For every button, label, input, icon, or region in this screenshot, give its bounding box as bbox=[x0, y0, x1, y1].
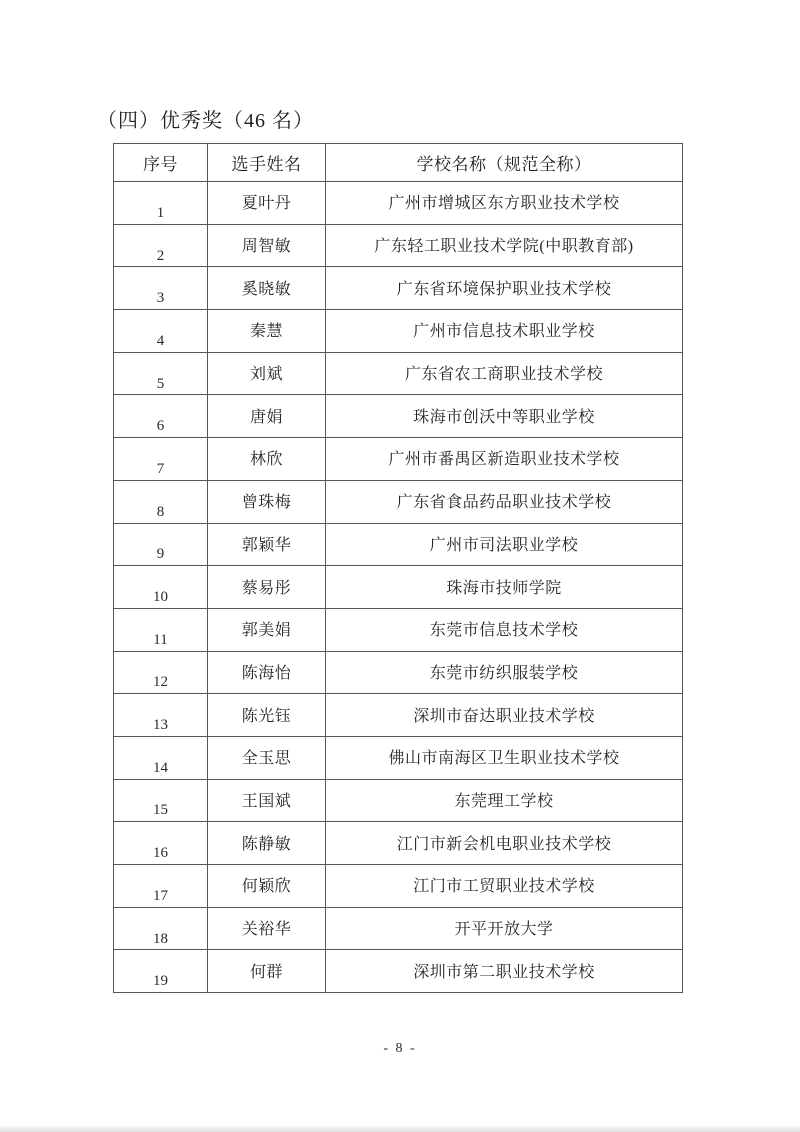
page-number: - 8 - bbox=[383, 1041, 417, 1056]
cell-no bbox=[114, 224, 208, 267]
cell-no-text: 7 bbox=[156, 460, 165, 477]
cell-no-text: 5 bbox=[156, 375, 165, 392]
cell-name bbox=[208, 822, 326, 865]
cell-school-text: 广州市增城区东方职业技术学校 bbox=[388, 195, 620, 213]
section-title: （四）优秀奖（46 名） bbox=[97, 110, 314, 132]
cell-name-text: 何群 bbox=[249, 963, 283, 981]
cell-no-text: 1 bbox=[156, 204, 165, 221]
header-cell-name: 选手姓名 bbox=[208, 144, 326, 182]
cell-no-text: 13 bbox=[153, 717, 168, 734]
cell-no bbox=[114, 694, 208, 737]
cell-school-text: 江门市新会机电职业技术学校 bbox=[396, 835, 612, 853]
cell-no bbox=[114, 310, 208, 353]
cell-school-text: 广东轻工职业技术学院(中职教育部) bbox=[374, 238, 634, 256]
cell-school-text: 广东省农工商职业技术学校 bbox=[404, 366, 603, 384]
cell-name bbox=[208, 907, 326, 950]
header-row bbox=[114, 144, 683, 182]
cell-school-text: 深圳市第二职业技术学校 bbox=[413, 963, 595, 981]
cell-school-text: 广州市司法职业学校 bbox=[429, 536, 579, 554]
cell-school-text: 佛山市南海区卫生职业技术学校 bbox=[388, 750, 620, 768]
cell-school-text: 广东省食品药品职业技术学校 bbox=[396, 494, 612, 512]
table-row bbox=[114, 779, 683, 822]
cell-no-text: 3 bbox=[156, 290, 165, 307]
cell-no-text: 17 bbox=[153, 887, 168, 904]
cell-school bbox=[326, 651, 683, 694]
cell-name bbox=[208, 950, 326, 993]
cell-name-text: 王国斌 bbox=[241, 792, 292, 810]
cell-school bbox=[326, 736, 683, 779]
cell-name-text: 周智敏 bbox=[241, 238, 292, 256]
cell-no bbox=[114, 779, 208, 822]
cell-no bbox=[114, 480, 208, 523]
cell-no bbox=[114, 907, 208, 950]
cell-school-text: 珠海市技师学院 bbox=[446, 579, 562, 597]
cell-no bbox=[114, 608, 208, 651]
cell-name bbox=[208, 267, 326, 310]
cell-school bbox=[326, 310, 683, 353]
cell-name bbox=[208, 694, 326, 737]
cell-name-text: 陈海怡 bbox=[241, 664, 292, 682]
cell-no-text: 18 bbox=[153, 930, 168, 947]
table-body bbox=[114, 182, 683, 993]
table-row bbox=[114, 608, 683, 651]
table-row bbox=[114, 480, 683, 523]
header-cell-no: 序号 bbox=[114, 144, 208, 182]
cell-name bbox=[208, 608, 326, 651]
cell-name-text: 全玉思 bbox=[241, 750, 292, 768]
cell-school bbox=[326, 224, 683, 267]
table-row bbox=[114, 182, 683, 225]
cell-name bbox=[208, 779, 326, 822]
table-header bbox=[114, 144, 683, 182]
cell-name-text: 夏叶丹 bbox=[241, 195, 292, 213]
cell-no-text: 12 bbox=[153, 674, 168, 691]
table-row bbox=[114, 907, 683, 950]
cell-no-text: 15 bbox=[153, 802, 168, 819]
cell-name-text: 陈光钰 bbox=[241, 707, 292, 725]
table-row bbox=[114, 224, 683, 267]
cell-school-text: 广州市番禺区新造职业技术学校 bbox=[388, 451, 620, 469]
cell-school bbox=[326, 438, 683, 481]
cell-school bbox=[326, 566, 683, 609]
table-row bbox=[114, 310, 683, 353]
cell-name-text: 奚晓敏 bbox=[241, 280, 292, 298]
cell-school bbox=[326, 694, 683, 737]
cell-school-text: 东莞理工学校 bbox=[454, 792, 554, 810]
table-row bbox=[114, 865, 683, 908]
cell-name-text: 刘斌 bbox=[249, 366, 283, 384]
cell-name-text: 蔡易彤 bbox=[241, 579, 292, 597]
cell-no bbox=[114, 651, 208, 694]
cell-no-text: 14 bbox=[153, 759, 168, 776]
cell-no-text: 19 bbox=[153, 973, 168, 990]
cell-school bbox=[326, 182, 683, 225]
cell-school-text: 东莞市信息技术学校 bbox=[429, 622, 579, 640]
table-row bbox=[114, 694, 683, 737]
cell-school bbox=[326, 608, 683, 651]
cell-name bbox=[208, 182, 326, 225]
cell-school bbox=[326, 950, 683, 993]
table-row bbox=[114, 566, 683, 609]
cell-no-text: 10 bbox=[153, 589, 168, 606]
table-row bbox=[114, 523, 683, 566]
cell-no bbox=[114, 267, 208, 310]
cell-no bbox=[114, 438, 208, 481]
cell-name bbox=[208, 310, 326, 353]
cell-no-text: 11 bbox=[153, 631, 168, 648]
cell-no bbox=[114, 523, 208, 566]
cell-school bbox=[326, 480, 683, 523]
cell-no bbox=[114, 566, 208, 609]
table-row bbox=[114, 352, 683, 395]
cell-school-text: 广州市信息技术职业学校 bbox=[413, 323, 595, 341]
table-row bbox=[114, 736, 683, 779]
cell-no-text: 2 bbox=[156, 247, 165, 264]
cell-no bbox=[114, 950, 208, 993]
cell-school bbox=[326, 523, 683, 566]
header-cell-school: 学校名称（规范全称） bbox=[326, 144, 683, 182]
cell-no bbox=[114, 395, 208, 438]
cell-school-text: 珠海市创沃中等职业学校 bbox=[413, 408, 595, 426]
cell-no-text: 16 bbox=[153, 845, 168, 862]
cell-no bbox=[114, 182, 208, 225]
award-table bbox=[113, 143, 683, 993]
cell-name bbox=[208, 651, 326, 694]
cell-school-text: 广东省环境保护职业技术学校 bbox=[396, 280, 612, 298]
cell-name bbox=[208, 480, 326, 523]
cell-school bbox=[326, 395, 683, 438]
table-row bbox=[114, 822, 683, 865]
cell-name bbox=[208, 736, 326, 779]
cell-school bbox=[326, 907, 683, 950]
cell-name bbox=[208, 395, 326, 438]
cell-name-text: 郭美娟 bbox=[241, 622, 292, 640]
table-row bbox=[114, 395, 683, 438]
cell-school-text: 江门市工贸职业技术学校 bbox=[413, 878, 595, 896]
table-row bbox=[114, 438, 683, 481]
table-row bbox=[114, 267, 683, 310]
table-row bbox=[114, 651, 683, 694]
cell-name bbox=[208, 438, 326, 481]
cell-school bbox=[326, 865, 683, 908]
cell-school bbox=[326, 822, 683, 865]
cell-school bbox=[326, 267, 683, 310]
cell-name-text: 陈静敏 bbox=[241, 835, 292, 853]
cell-name bbox=[208, 865, 326, 908]
cell-no-text: 4 bbox=[156, 332, 165, 349]
cell-name-text: 秦慧 bbox=[249, 323, 283, 341]
cell-name bbox=[208, 224, 326, 267]
table-row bbox=[114, 950, 683, 993]
cell-no-text: 9 bbox=[156, 546, 165, 563]
cell-name bbox=[208, 352, 326, 395]
cell-school bbox=[326, 352, 683, 395]
cell-school-text: 深圳市奋达职业技术学校 bbox=[413, 707, 595, 725]
cell-school bbox=[326, 779, 683, 822]
cell-name-text: 郭颖华 bbox=[241, 536, 292, 554]
cell-no bbox=[114, 865, 208, 908]
scan-shadow bbox=[0, 1125, 800, 1132]
cell-name bbox=[208, 523, 326, 566]
cell-name bbox=[208, 566, 326, 609]
cell-name-text: 关裕华 bbox=[241, 921, 292, 939]
cell-name-text: 何颖欣 bbox=[241, 878, 292, 896]
cell-school-text: 东莞市纺织服装学校 bbox=[429, 664, 579, 682]
cell-school-text: 开平开放大学 bbox=[454, 921, 554, 939]
cell-no bbox=[114, 822, 208, 865]
cell-name-text: 曾珠梅 bbox=[241, 494, 292, 512]
cell-no-text: 6 bbox=[156, 418, 165, 435]
cell-no bbox=[114, 352, 208, 395]
cell-name-text: 唐娟 bbox=[249, 408, 283, 426]
cell-no-text: 8 bbox=[156, 503, 165, 520]
cell-no bbox=[114, 736, 208, 779]
cell-name-text: 林欣 bbox=[249, 451, 283, 469]
